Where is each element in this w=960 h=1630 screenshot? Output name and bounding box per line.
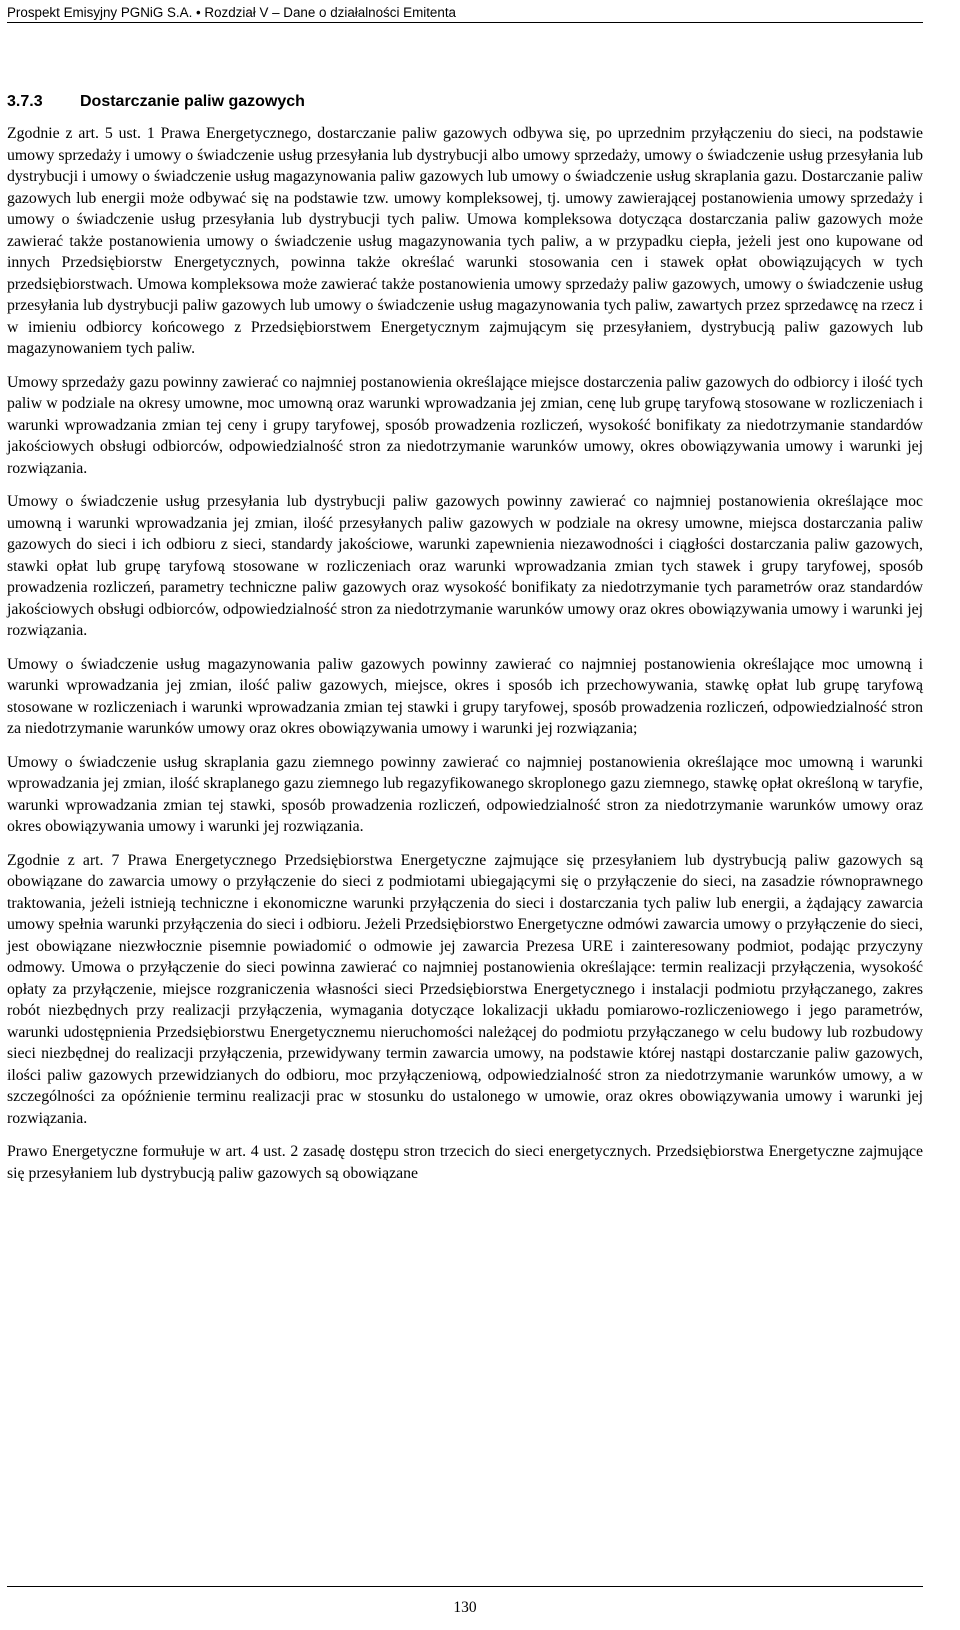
running-header (7, 4, 923, 23)
paragraph-4: Umowy o świadczenie usług magazynowania paliw gazowych powinny zawierać co najmniej postanowienia określające moc umowną i warunki wprowadzania jej zmian, ilość paliw gazowych, miejsce, okres i sposób ich przechowywania, stawkę opłat lub grupę taryfową stosowane w rozliczeniach i warunki wprowadzania zmian tej stawki i grupy taryfowej, sposób prowadzenia rozliczeń, odpowiedzialność stron za niedotrzymanie warunków umowy oraz okres obowiązywania umowy i warunki jej rozwiązania; (7, 655, 923, 737)
section-number: 3.7.3 (7, 93, 43, 110)
paragraph-1: Zgodnie z art. 5 ust. 1 Prawa Energetycznego, dostarczanie paliw gazowych odbywa się, po uprzednim przyłączeniu do sieci, na podstawie umowy sprzedaży i umowy o świadczenie usług przesyłania lub dystrybucji albo umowy sprzedaży, umowy o świadczenie usług przesyłania lub dystrybucji i umowy o świadczenie usług magazynowania paliw gazowych lub umowy o świadczenie usług skraplania gazu. Dostarczanie paliw gazowych lub energii może odbywać się na podstawie tzw. umowy kompleksowej, tj. umowy zawierającej postanowienia umowy sprzedaży i umowy o świadczenie usług przesyłania lub dystrybucji tych paliw. Umowa kompleksowa dotycząca dostarczania paliw gazowych może zawierać także postanowienia umowy o świadczenie usług magazynowania tych paliw, a w przypadku ciepła, jeżeli jest ono kupowane od innych Przedsiębiorstw Energetycznych, powinna także określać warunki stosowania cen i stawek opłat obowiązujących w tych przedsiębiorstwach. Umowa kompleksowa może zawierać także postanowienia umowy sprzedaży paliw gazowych, umowy o świadczenie usług przesyłania lub dystrybucji paliw gazowych lub umowy o świadczenie usług magazynowania tych paliw, zawartych przez sprzedawcę na rzecz i w imieniu odbiorcy końcowego z Przedsiębiorstwem Energetycznym zajmującym się przesyłaniem, dystrybucją paliw gazowych lub magazynowaniem tych paliw. (7, 125, 923, 357)
paragraph-2: Umowy sprzedaży gazu powinny zawierać co najmniej postanowienia określające miejsce dostarczenia paliw gazowych do odbiorcy i ilość tych paliw w podziale na okresy umowne, moc umowną oraz warunki wprowadzania jej zmian, cenę lub grupę taryfową stosowane w rozliczeniach i warunki wprowadzania zmian tej ceny i grupy taryfowej, sposób prowadzenia rozliczeń, wysokość bonifikaty za niedotrzymanie standardów jakościowych obsługi odbiorców, odpowiedzialność stron za niedotrzymanie warunków umowy, okres obowiązywania umowy i warunki jej rozwiązania. (7, 373, 923, 477)
page-number: 130 (453, 1599, 477, 1616)
body-text (7, 123, 923, 1196)
document-page (7, 0, 923, 1630)
footer-divider (7, 1586, 923, 1587)
running-header-text: Prospekt Emisyjny PGNiG S.A. • Rozdział V – Dane o działalności Emitenta (7, 5, 462, 20)
paragraph-7: Prawo Energetyczne formułuje w art. 4 ust. 2 zasadę dostępu stron trzecich do sieci energetycznych. Przedsiębiorstwa Energetyczne zajmujące się przesyłaniem lub dystrybucją paliw gazowych są obowiązane (7, 1143, 923, 1182)
section-title: Dostarczanie paliw gazowych (80, 93, 305, 110)
paragraph-6: Zgodnie z art. 7 Prawa Energetycznego Przedsiębiorstwa Energetyczne zajmujące się przesyłaniem lub dystrybucją paliw gazowych są obowiązane do zawarcia umowy o przyłączenie do sieci z podmiotami ubiegającymi się o przyłączenie do sieci, na zasadzie równoprawnego traktowania, jeżeli istnieją techniczne i ekonomiczne warunki przyłączenia do sieci i dostarczania tych paliw lub energii, a żądający zawarcia umowy spełnia warunki przyłączenia do sieci i odbioru. Jeżeli Przedsiębiorstwo Energetyczne odmówi zawarcia umowy o przyłączenie do sieci, jest obowiązane niezwłocznie pisemnie powiadomić o odmowie jej zawarcia Prezesa URE i zainteresowany podmiot, podając przyczyny odmowy. Umowa o przyłączenie do sieci powinna zawierać co najmniej postanowienia określające: termin realizacji przyłączenia, wysokość opłaty za przyłączenie, miejsce rozgraniczenia własności sieci Przedsiębiorstwa Energetycznego i instalacji podmiotu przyłączanego, zakres robót niezbędnych przy realizacji przyłączenia, wymagania dotyczące lokalizacji układu pomiarowo-rozliczeniowego i jego parametrów, warunki udostępnienia Przedsiębiorstwu Energetycznemu nieruchomości należącej do podmiotu przyłączanego w celu budowy lub rozbudowy sieci niezbędnej do realizacji przyłączenia, przewidywany termin zawarcia umowy, na podstawie której nastąpi dostarczanie paliw gazowych, ilości paliw gazowych przewidzianych do odbioru, moc przyłączeniową, odpowiedzialność stron za niedotrzymanie warunków umowy, a w szczególności za opóźnienie terminu realizacji prac w stosunku do ustalonego w umowie, oraz okres obowiązywania umowy i warunki jej rozwiązania. (7, 851, 923, 1127)
paragraph-3: Umowy o świadczenie usług przesyłania lub dystrybucji paliw gazowych powinny zawierać co najmniej postanowienia określające moc umowną i warunki wprowadzania jej zmian, ilość przesyłanych paliw gazowych w podziale na okresy umowne, miejsca dostarczania paliw gazowych do sieci i ich odbioru z sieci, standardy jakościowe, warunki zapewnienia niezawodności i ciągłości dostarczania paliw gazowych, stawki opłat lub grupę taryfową stosowane w rozliczeniach oraz warunki wprowadzania zmian tych stawek i grupy taryfowej, sposób prowadzenia rozliczeń, parametry techniczne paliw gazowych oraz wysokość bonifikaty za niedotrzymanie tych parametrów oraz standardów jakościowych obsługi odbiorców, odpowiedzialność stron za niedotrzymanie warunków umowy oraz okres obowiązywania umowy i warunki jej rozwiązania. (7, 493, 923, 639)
paragraph-5: Umowy o świadczenie usług skraplania gazu ziemnego powinny zawierać co najmniej postanowienia określające moc umowną i warunki wprowadzania jej zmian, ilość skraplanego gazu ziemnego lub regazyfikowanego skroplonego gazu ziemnego, stawkę opłat określoną w taryfie, warunki wprowadzania zmian tej stawki, sposób prowadzenia rozliczeń, odpowiedzialność stron za niedotrzymanie warunków umowy oraz okres obowiązywania umowy i warunki jej rozwiązania. (7, 753, 923, 835)
section-heading (7, 92, 305, 112)
